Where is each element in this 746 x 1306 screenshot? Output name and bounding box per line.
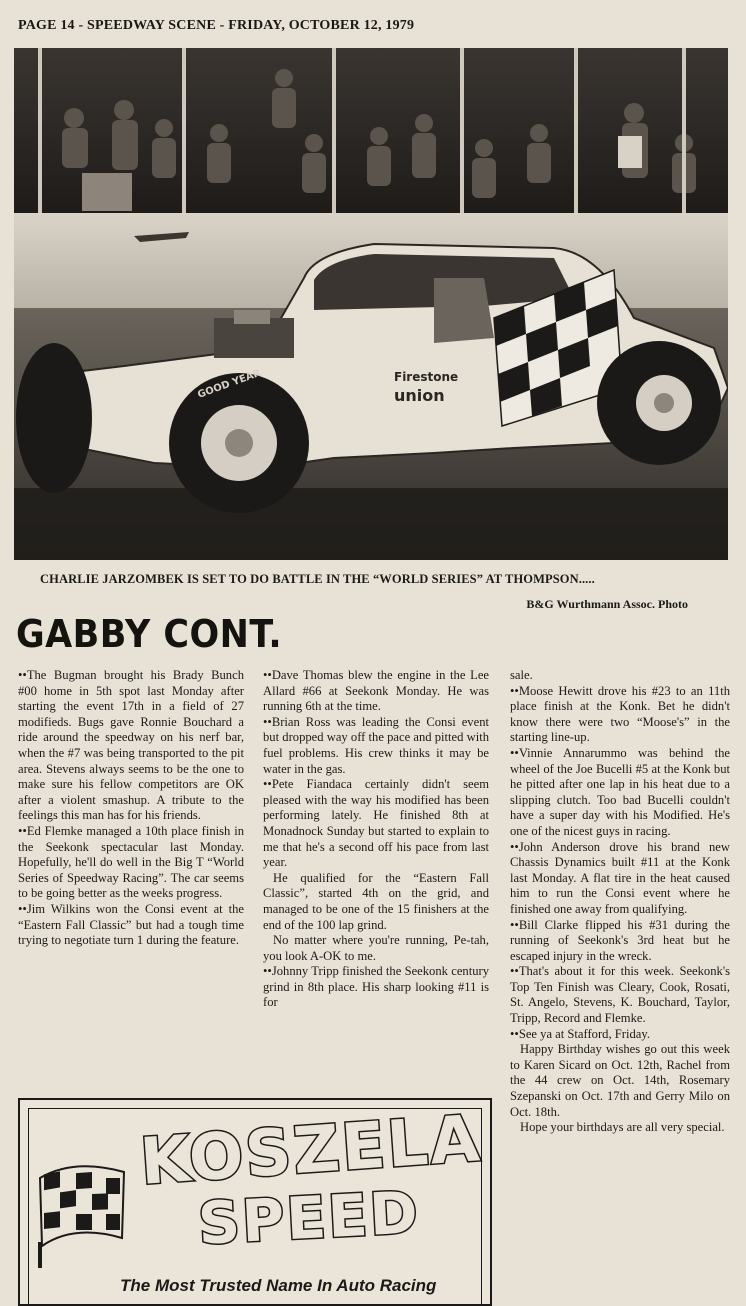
paragraph: ••Moose Hewitt drove his #23 to an 11th place finish at the Konk. Bet he didn't know there were two “Moose's” in the starting line-up. — [510, 683, 730, 745]
photo-credit: B&G Wurthmann Assoc. Photo — [526, 597, 688, 611]
paragraph: ••See ya at Stafford, Friday. — [510, 1026, 650, 1041]
paragraph: ••John Anderson drove his brand new Chassis Dynamics built #11 at the Konk last Monday. A flat tire in the heat caused him to run the Consi event where he finished one away from qualifying. — [510, 839, 730, 916]
paragraph: ••The Bugman brought his Brady Bunch #00 home in 5th spot last Monday after starting the event 17th in a field of 27 modifieds. Bugs gave Ronnie Bouchard a ride around the speedway on his nerf bar, when the #7 was being transported to the pit area. Stevens always seems to be the one to make sure his fellow competitors are OK after a violent smashup. A tribute to the feelings this man has for his friends. — [18, 668, 244, 823]
photo-caption: CHARLIE JARZOMBEK IS SET TO DO BATTLE IN THE “WORLD SERIES” AT THOMPSON..... — [40, 572, 595, 586]
running-head: PAGE 14 - SPEEDWAY SCENE - FRIDAY, OCTOBER 12, 1979 — [18, 18, 415, 33]
article-column-1 — [18, 668, 244, 949]
article-column-2 — [263, 668, 489, 1011]
ad-tagline: The Most Trusted Name In Auto Racing — [120, 1276, 437, 1295]
tire-text-front: GOOD YEAR — [196, 367, 263, 401]
car-sponsor-firestone: Firestone — [394, 370, 459, 384]
koszela-speed-ad — [18, 1098, 492, 1306]
race-car-photo — [14, 48, 728, 560]
paragraph: ••Pete Fiandaca certainly didn't seem pleased with the way his modified has been performing lately. He finished 8th at Monadnock Sunday but started to explain to me that he's a second off his pace from last year. — [263, 777, 489, 870]
paragraph: ••Johnny Tripp finished the Seekonk century grind in 8th place. His sharp looking #11 is for — [263, 964, 489, 1010]
paragraph: No matter where you're running, Pe-tah, you look A-OK to me. — [263, 933, 489, 963]
paragraph: Hope your birthdays are all very special. — [520, 1120, 725, 1135]
ad-brand-speed: SPEED — [196, 1178, 422, 1258]
paragraph: ••Bill Clarke flipped his #31 during the running of Seekonk's 3rd heat but he escaped injury in the wreck. — [510, 917, 730, 963]
car-sponsor-union: union — [394, 386, 445, 405]
paragraph: sale. — [510, 668, 533, 682]
article-column-3 — [510, 668, 730, 1136]
paragraph: Happy Birthday wishes go out this week to Karen Sicard on Oct. 12th, Rachel from the 44 crew on Oct. 14th, Rosemary Szepanski on Oct. 17th and Gerry Milo on Oct. 18th. — [510, 1042, 730, 1119]
ad-brand-koszela: KOSZELA — [137, 1102, 484, 1200]
paragraph: ••Vinnie Annarummo was behind the wheel of the Joe Bucelli #5 at the Konk but he pitted after one lap in his heat due to a slipping clutch. Too bad Bucelli couldn't have a super day with his Modified. He's one of the nicest guys in racing. — [510, 745, 730, 838]
checkered-flag-icon — [34, 1158, 130, 1268]
paragraph: ••Dave Thomas blew the engine in the Lee Allard #66 at Seekonk Monday. He was running 6th at the time. — [263, 668, 489, 714]
paragraph: ••Brian Ross was leading the Consi event but dropped way off the pace and pitted with fuel problems. His crew thinks it may be water in the gas. — [263, 714, 489, 776]
paragraph: He qualified for the “Eastern Fall Classic”, started 4th on the grid, and managed to be one of the 15 finishers at the end of the 100 lap grind. — [263, 870, 489, 932]
paragraph: ••Ed Flemke managed a 10th place finish in the Seekonk spectacular last Monday. Hopefully, he'll do well in the Big T “World Series of Speedway Racing”. The car seems to be going better as the weeks progress. — [18, 823, 244, 901]
paragraph: ••Jim Wilkins won the Consi event at the “Eastern Fall Classic” but had a tough time trying to negotiate turn 1 during the feature. — [18, 901, 244, 948]
paragraph: ••That's about it for this week. Seekonk's Top Ten Finish was Cleary, Cook, Rosati, St. Angelo, Stevens, K. Bouchard, Taylor, Tripp, Record and Flemke. — [510, 964, 730, 1026]
rear-wheel — [597, 341, 721, 465]
article-headline: GABBY CONT. — [16, 612, 283, 656]
left-wheel — [16, 343, 92, 493]
